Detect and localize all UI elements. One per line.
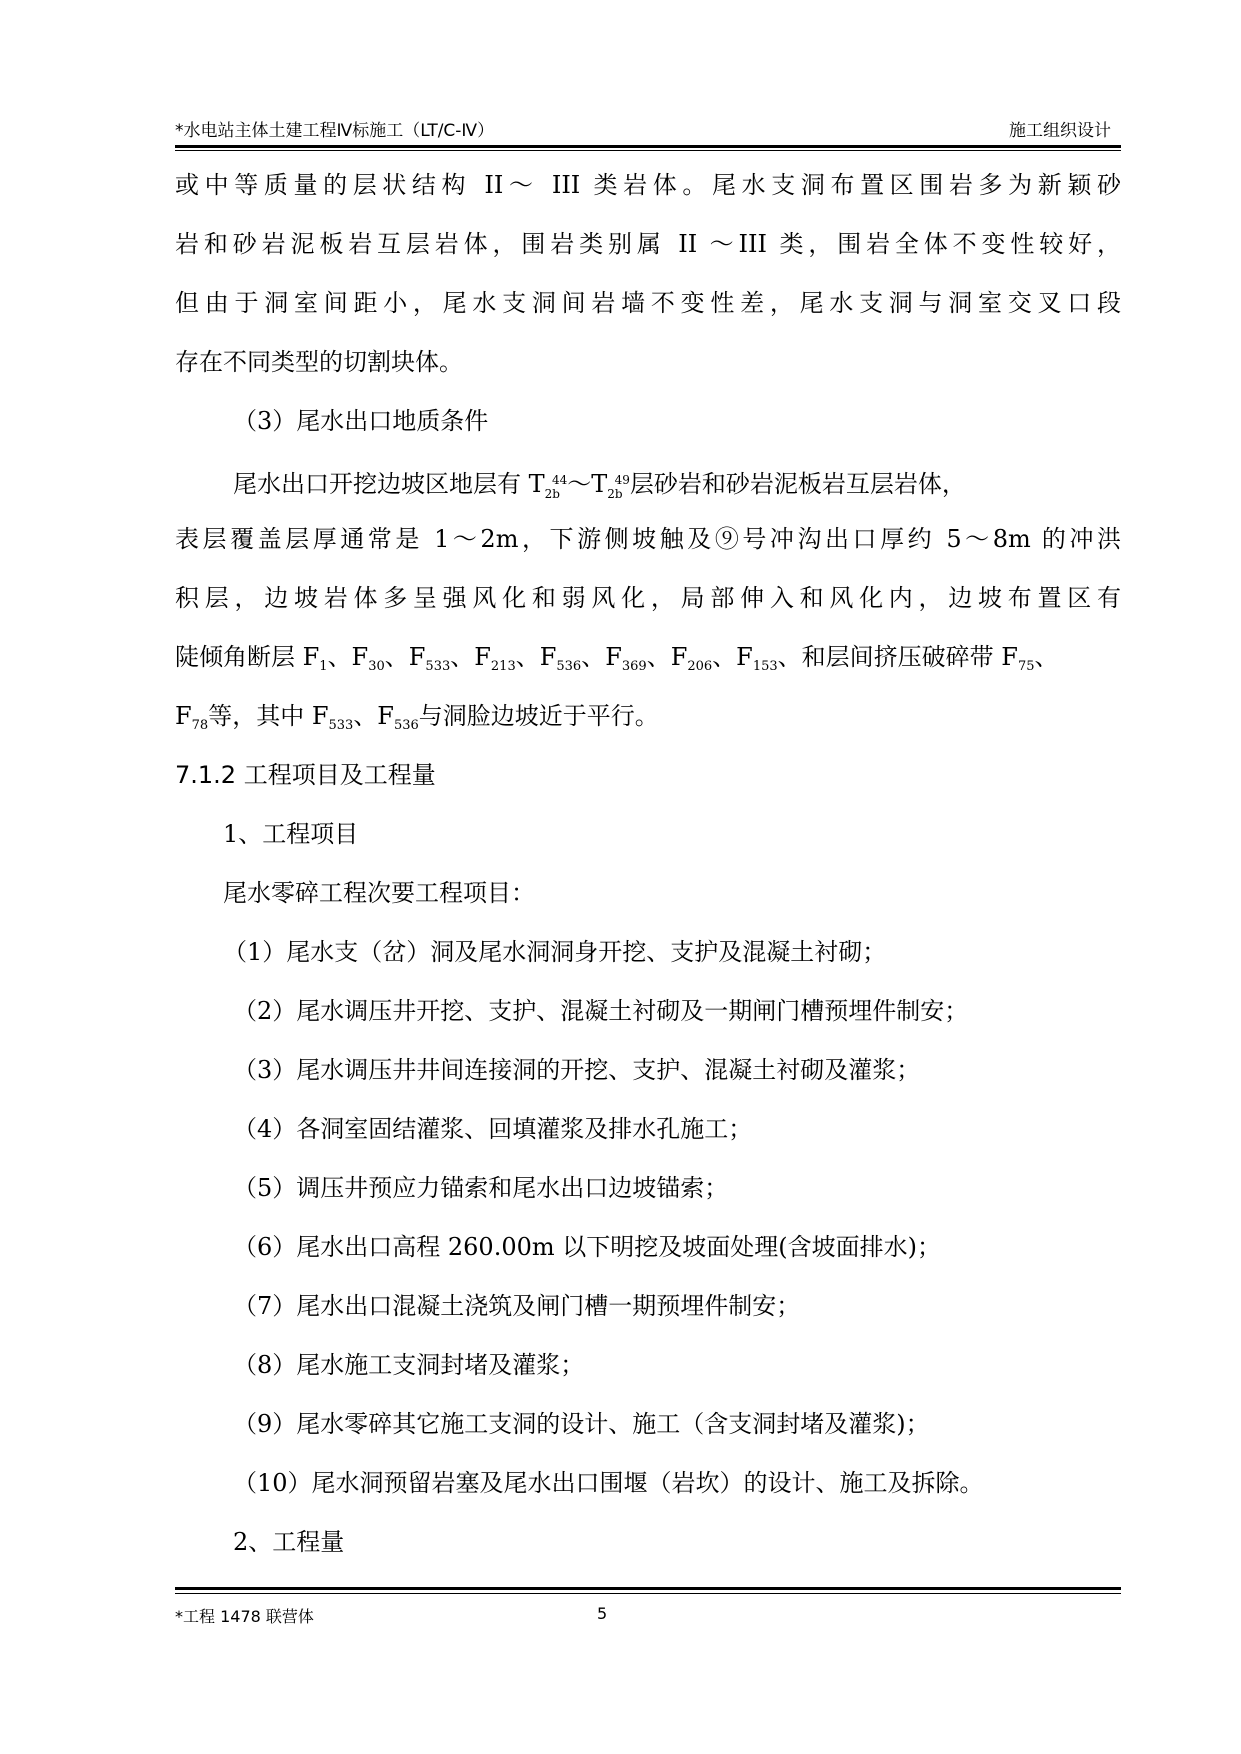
text-run: 、F bbox=[450, 643, 491, 671]
text-run: 、F bbox=[515, 643, 557, 671]
header-rule-thin bbox=[175, 150, 1121, 151]
fault-subscript: 536 bbox=[393, 718, 419, 733]
text-run: F bbox=[175, 702, 192, 730]
list-item: （8）尾水施工支洞封堵及灌浆； bbox=[233, 1351, 585, 1379]
header-rule-thick bbox=[175, 145, 1121, 148]
list-item: （5）调压井预应力锚索和尾水出口边坡锚索； bbox=[233, 1174, 729, 1202]
header-project-title: *水电站主体土建工程Ⅳ标施工（LT/C-Ⅳ） bbox=[175, 121, 495, 141]
list-item: （9）尾水零碎其它施工支洞的设计、施工（含支洞封堵及灌浆)； bbox=[233, 1410, 930, 1438]
subheading-tail-water-outlet: （3）尾水出口地质条件 bbox=[233, 407, 489, 435]
paragraph-line-strata bbox=[233, 460, 966, 500]
footer-rule-thin bbox=[175, 1593, 1121, 1594]
stratum-symbol: T bbox=[591, 470, 608, 498]
paragraph-line: 岩和砂岩泥板岩互层岩体，围岩类别属 II ～III 类，围岩全体不变性较好， bbox=[175, 230, 1121, 258]
paragraph-line: 但由于洞室间距小，尾水支洞间岩墙不变性差，尾水支洞与洞室交叉口段 bbox=[175, 289, 1121, 317]
page-header bbox=[175, 116, 1121, 142]
stratum-superscript: 49 bbox=[614, 473, 630, 487]
text-run: 、F bbox=[581, 643, 622, 671]
item-heading-projects: 1、工程项目 bbox=[223, 820, 359, 848]
fault-subscript: 153 bbox=[752, 659, 778, 674]
stratum-subscript: 2b bbox=[607, 487, 623, 501]
text-run: 、和层间挤压破碎带 F bbox=[777, 643, 1018, 671]
list-intro: 尾水零碎工程次要工程项目： bbox=[223, 879, 535, 907]
text-run: 、 bbox=[1034, 643, 1059, 671]
footer-rule-thick bbox=[175, 1587, 1121, 1590]
text-run: 陡倾角断层 F bbox=[175, 643, 320, 671]
list-item: （2）尾水调压井开挖、支护、混凝土衬砌及一期闸门槽预埋件制安； bbox=[233, 997, 969, 1025]
list-item: （3）尾水调压井井间连接洞的开挖、支护、混凝土衬砌及灌浆； bbox=[233, 1056, 921, 1084]
text-run: 、F bbox=[327, 643, 369, 671]
fault-subscript: 536 bbox=[556, 659, 582, 674]
stratum-symbol: T bbox=[528, 470, 545, 498]
paragraph-line: 存在不同类型的切割块体。 bbox=[175, 348, 463, 376]
header-doc-type: 施工组织设计 bbox=[1009, 121, 1111, 141]
fault-subscript: 78 bbox=[191, 718, 209, 733]
paragraph-line-faults-2 bbox=[175, 696, 659, 736]
text-run: 与洞脸边坡近于平行。 bbox=[418, 702, 659, 730]
fault-subscript: 206 bbox=[687, 659, 713, 674]
footer-organization: *工程 1478 联营体 bbox=[175, 1607, 314, 1626]
text-run: 等，其中 F bbox=[208, 702, 329, 730]
fault-subscript: 75 bbox=[1017, 659, 1035, 674]
text-run: ～ bbox=[567, 470, 592, 498]
paragraph-line-faults bbox=[175, 637, 1059, 677]
stratum-superscript: 44 bbox=[551, 473, 568, 487]
section-heading: 7.1.2 工程项目及工程量 bbox=[175, 761, 436, 789]
fault-subscript: 30 bbox=[368, 659, 385, 674]
stratum-subscript: 2b bbox=[544, 487, 560, 501]
list-item: （4）各洞室固结灌浆、回填灌浆及排水孔施工； bbox=[233, 1115, 753, 1143]
text-run: 、F bbox=[646, 643, 688, 671]
text-run: 、F bbox=[384, 643, 426, 671]
fault-subscript: 1 bbox=[319, 659, 328, 674]
fault-subscript: 213 bbox=[490, 659, 516, 674]
paragraph-line: 或中等质量的层状结构 II～ III 类岩体。尾水支洞布置区围岩多为新颖砂 bbox=[175, 171, 1121, 199]
text-run: 、F bbox=[353, 702, 394, 730]
page-number: 5 bbox=[597, 1604, 608, 1623]
list-item: （7）尾水出口混凝土浇筑及闸门槽一期预埋件制安； bbox=[233, 1292, 801, 1320]
text-run: 、F bbox=[712, 643, 753, 671]
text-run: 尾水出口开挖边坡区地层有 bbox=[233, 470, 529, 498]
fault-subscript: 533 bbox=[425, 659, 451, 674]
paragraph-line: 表层覆盖层厚通常是 1～2m，下游侧坡触及⑨号冲沟出口厚约 5～8m 的冲洪 bbox=[175, 525, 1121, 553]
list-item: （6）尾水出口高程 260.00m 以下明挖及坡面处理(含坡面排水)； bbox=[233, 1233, 941, 1261]
list-item: （1）尾水支（岔）洞及尾水洞洞身开挖、支护及混凝土衬砌； bbox=[223, 938, 887, 966]
text-run: 层砂岩和砂岩泥板岩互层岩体， bbox=[629, 470, 966, 498]
list-item: （10）尾水洞预留岩塞及尾水出口围堰（岩坎）的设计、施工及拆除。 bbox=[233, 1469, 984, 1497]
fault-subscript: 533 bbox=[328, 718, 354, 733]
paragraph-line: 积层，边坡岩体多呈强风化和弱风化，局部伸入和风化内，边坡布置区有 bbox=[175, 584, 1121, 612]
fault-subscript: 369 bbox=[621, 659, 647, 674]
item-heading-quantities: 2、工程量 bbox=[233, 1528, 345, 1556]
